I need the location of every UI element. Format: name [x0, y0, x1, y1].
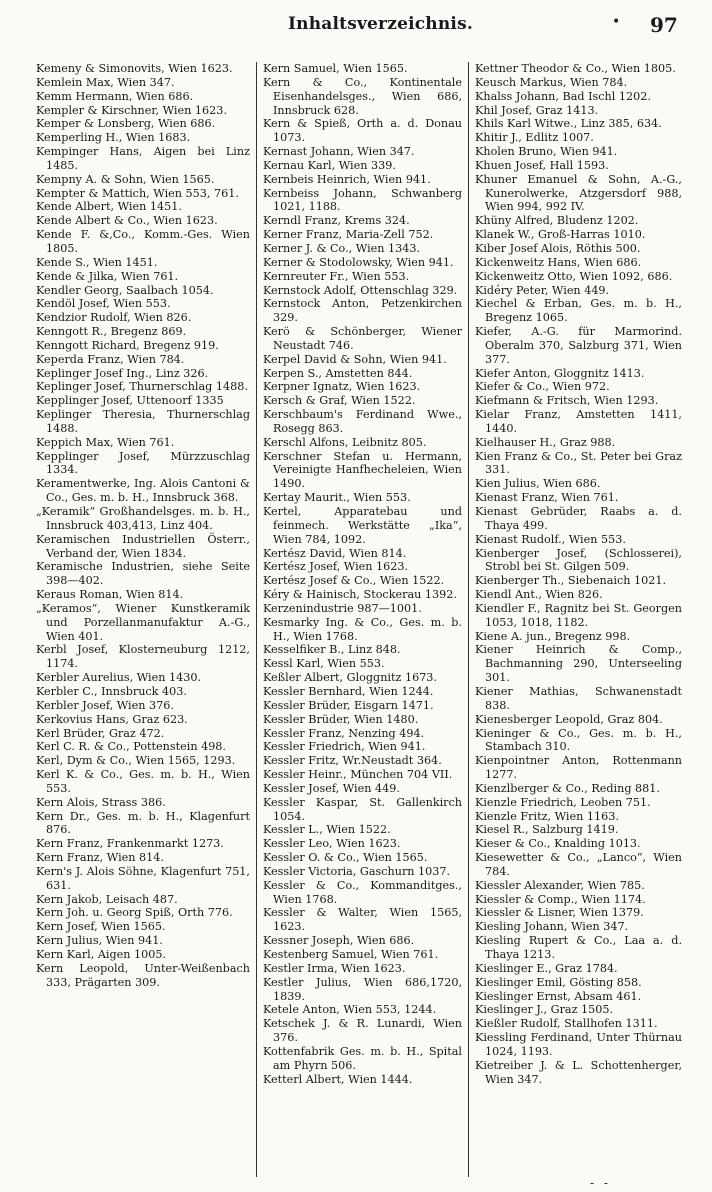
index-entry: Kempter & Mattich, Wien 553, 761.: [36, 186, 239, 200]
index-entry: Keperda Franz, Wien 784.: [36, 352, 185, 366]
index-entry: Kerl K. & Co., Ges. m. b. H., Wien 553.: [36, 768, 250, 795]
index-entry: Kienast Franz, Wien 761.: [475, 491, 619, 505]
index-entry: Kern Joh. u. Georg Spiß, Orth 776.: [36, 906, 233, 920]
index-entry: Kepplinger Josef, Mürzzuschlag 1334.: [36, 449, 250, 477]
index-entry: Kendöl Josef, Wien 553.: [36, 297, 171, 311]
index-entry: Kemper & Lonsberg, Wien 686.: [36, 117, 216, 131]
index-entry: Kienzlberger & Co., Reding 881.: [475, 781, 660, 795]
index-entry: Kemm Hermann, Wien 686.: [36, 89, 194, 103]
index-entry: Kepplinger Josef, Uttenoorf 1335: [36, 394, 224, 408]
index-entry: Kerner & Stodolowsky, Wien 941.: [263, 255, 454, 269]
index-columns: [36, 62, 682, 1177]
index-entry: Kerpel David & Sohn, Wien 941.: [263, 352, 447, 366]
index-column-2: [256, 62, 468, 1177]
index-entry: Keramischen Industriellen Österr., Verband der, Wien 1834.: [36, 532, 250, 560]
index-entry: Kemperling H., Wien 1683.: [36, 131, 191, 145]
index-entry: Kietreiber J. & L. Schottenherger, Wien 347.: [475, 1058, 682, 1086]
index-entry: Kielar Franz, Amstetten 1411, 1440.: [475, 408, 682, 435]
index-entry: „Keramos“, Wiener Kunstkeramik und Porzellanmanufaktur A.-G., Wien 401.: [36, 601, 250, 643]
index-entry: Keramentwerke, Ing. Alois Cantoni & Co., Ges. m. b. H., Innsbruck 368.: [36, 477, 250, 505]
index-entry: Kielhauser H., Graz 988.: [475, 435, 616, 449]
index-entry: Khüny Alfred, Bludenz 1202.: [475, 214, 639, 228]
index-entry: Kern Franz, Frankenmarkt 1273.: [36, 837, 224, 851]
index-entry: Kienzle Friedrich, Leoben 751.: [475, 795, 651, 809]
index-entry: Khils Karl Witwe., Linz 385, 634.: [475, 117, 662, 131]
index-entry: Kerbler C., Innsbruck 403.: [36, 684, 187, 698]
index-entry: Kenngott Richard, Bregenz 919.: [36, 338, 219, 352]
index-entry: Kerner J. & Co., Wien 1343.: [263, 241, 421, 255]
index-entry: Kern Alois, Strass 386.: [36, 795, 166, 809]
index-entry: Keßler Albert, Gloggnitz 1673.: [263, 671, 437, 685]
index-entry: Kickenweitz Hans, Wien 686.: [475, 255, 642, 269]
index-entry: Kiesling Johann, Wien 347.: [475, 920, 629, 934]
index-entry: Kessler Heinr., München 704 VII.: [263, 768, 453, 782]
index-column-1: [36, 62, 256, 1177]
index-entry: Ketterl Albert, Wien 1444.: [263, 1072, 413, 1086]
index-entry: Kende Albert & Co., Wien 1623.: [36, 214, 218, 228]
index-entry: Kettner Theodor & Co., Wien 1805.: [475, 62, 676, 75]
page-title: Inhaltsverzeichnis.: [288, 14, 473, 34]
index-entry: Kiefer & Co., Wien 972.: [475, 380, 610, 394]
index-entry: Kernreuter Fr., Wien 553.: [263, 269, 410, 283]
index-entry: Kerbler Josef, Wien 376.: [36, 698, 174, 712]
index-entry: Kerschner Stefan u. Hermann, Vereinigte Hanfhecheleien, Wien 1490.: [263, 449, 462, 491]
index-entry: Kestenberg Samuel, Wien 761.: [263, 948, 439, 961]
index-entry: Keramische Industrien, siehe Seite 398—402.: [36, 560, 250, 588]
index-entry: Kessler Friedrich, Wien 941.: [263, 740, 426, 754]
index-entry: Keplinger Josef, Thurnerschlag 1488.: [36, 380, 248, 394]
index-entry: Kessler Josef, Wien 449.: [263, 781, 400, 795]
index-entry: Kiessling Ferdinand, Unter Thürnau 1024, 1193.: [475, 1031, 682, 1058]
index-entry: Kienast Rudolf., Wien 553.: [475, 532, 626, 546]
index-entry: Kholen Bruno, Wien 941.: [475, 145, 618, 159]
index-entry: Kieslinger J., Graz 1505.: [475, 1003, 614, 1017]
index-entry: Kestler Irma, Wien 1623.: [263, 961, 406, 975]
index-entry: Kessler Leo, Wien 1623.: [263, 837, 401, 851]
index-entry: Kende & Jilka, Wien 761.: [36, 269, 179, 283]
index-entry: Kern Leopold, Unter-Weißenbach 333, Prägarten 309.: [36, 961, 250, 989]
index-entry: Kessler Bernhard, Wien 1244.: [263, 684, 434, 698]
index-entry: Kerkovius Hans, Graz 623.: [36, 712, 188, 726]
index-entry: Kende S., Wien 1451.: [36, 255, 158, 269]
index-entry: Kieslinger Emil, Gösting 858.: [475, 975, 642, 989]
index-entry: Kersch & Graf, Wien 1522.: [263, 394, 416, 408]
index-entry: Kieninger & Co., Ges. m. b. H., Stambach 310.: [475, 726, 682, 754]
index-entry: Kiefmann & Fritsch, Wien 1293.: [475, 394, 659, 408]
index-entry: Kertel, Apparatebau und feinmech. Werkstätte „Ika“, Wien 784, 1092.: [263, 505, 462, 546]
index-entry: Kerpen S., Amstetten 844.: [263, 366, 413, 380]
index-entry: Kerl Brüder, Graz 472.: [36, 726, 165, 740]
index-entry: Kieslinger Ernst, Absam 461.: [475, 989, 642, 1003]
footer-mark: - -: [590, 1176, 611, 1190]
index-entry: Kidéry Peter, Wien 449.: [475, 283, 610, 297]
index-entry: Kertész Josef & Co., Wien 1522.: [263, 574, 445, 588]
index-entry: Kern Franz, Wien 814.: [36, 851, 164, 865]
index-entry: Keppich Max, Wien 761.: [36, 435, 175, 449]
index-entry: Kestler Julius, Wien 686,1720, 1839.: [263, 975, 462, 1003]
index-entry: Kemlein Max, Wien 347.: [36, 75, 175, 89]
index-entry: Kiener Heinrich & Comp., Bachmanning 290, Unterseeling 301.: [475, 643, 682, 685]
index-entry: Kernau Karl, Wien 339.: [263, 158, 396, 172]
index-entry: Kienzle Fritz, Wien 1163.: [475, 809, 619, 823]
index-entry: Kessler & Co., Kommanditges., Wien 1768.: [263, 878, 462, 906]
index-entry: Kessler O. & Co., Wien 1565.: [263, 851, 428, 865]
index-entry: Kerö & Schönberger, Wiener Neustadt 746.: [263, 325, 462, 352]
index-entry: Kien Julius, Wien 686.: [475, 477, 601, 491]
index-entry: Ketele Anton, Wien 553, 1244.: [263, 1003, 437, 1017]
index-entry: Kiener Mathias, Schwanenstadt 838.: [475, 684, 682, 712]
index-entry: Kerzenindustrie 987—1001.: [263, 601, 422, 615]
index-entry: Kernbeis Heinrich, Wien 941.: [263, 172, 431, 186]
index-entry: Kiendler F., Ragnitz bei St. Georgen 1053, 1018, 1182.: [475, 601, 682, 629]
index-entry: Kerndl Franz, Krems 324.: [263, 214, 410, 228]
index-entry: Kiechel & Erban, Ges. m. b. H., Bregenz 1065.: [475, 297, 682, 325]
index-entry: Kickenweitz Otto, Wien 1092, 686.: [475, 269, 673, 283]
index-entry: Kessner Joseph, Wien 686.: [263, 934, 415, 948]
index-entry: Kern & Co., Kontinentale Eisenhandelsges., Wien 686, Innsbruck 628.: [263, 75, 462, 117]
index-entry: Kendzior Rudolf, Wien 826.: [36, 311, 192, 325]
index-entry: Kienberger Josef, (Schlosserei), Strobl bei St. Gilgen 509.: [475, 546, 682, 574]
index-entry: Kiesel R., Salzburg 1419.: [475, 823, 619, 837]
index-entry: Khitir J., Edlitz 1007.: [475, 131, 594, 145]
index-entry: Kesselfiker B., Linz 848.: [263, 643, 401, 657]
index-entry: Kerschbaum's Ferdinand Wwe., Rosegg 863.: [263, 408, 462, 435]
index-entry: Kern's J. Alois Söhne, Klagenfurt 751, 631.: [36, 864, 250, 892]
index-entry: Khuen Josef, Hall 1593.: [475, 158, 609, 172]
index-entry: Kiesling Rupert & Co., Laa a. d. Thaya 1213.: [475, 934, 682, 961]
index-entry: Kessler Fritz, Wr.Neustadt 364.: [263, 754, 442, 768]
index-entry: Kienberger Th., Siebenaich 1021.: [475, 574, 667, 588]
index-entry: Khuner Emanuel & Sohn, A.-G., Kunerolwerke, Atzgersdorf 988, Wien 994, 992 IV.: [475, 172, 682, 214]
index-entry: Kiesewetter & Co., „Lanco“, Wien 784.: [475, 851, 682, 878]
index-entry: Kessler Brüder, Eisgarn 1471.: [263, 698, 434, 712]
index-entry: Kesmarky Ing. & Co., Ges. m. b. H., Wien 1768.: [263, 615, 462, 643]
page-header: [0, 14, 712, 40]
index-entry: Kiene A. jun., Bregenz 998.: [475, 629, 631, 643]
index-entry: Kertész David, Wien 814.: [263, 546, 407, 560]
index-entry: Kende F. &,Co., Komm.-Ges. Wien 1805.: [36, 228, 250, 255]
index-entry: Kertész Josef, Wien 1623.: [263, 560, 409, 574]
index-entry: Kern Samuel, Wien 1565.: [263, 62, 408, 75]
index-entry: Kessl Karl, Wien 553.: [263, 657, 385, 671]
index-entry: Kerbler Aurelius, Wien 1430.: [36, 671, 202, 685]
index-column-3: [468, 62, 682, 1177]
index-entry: Kéry & Hainisch, Stockerau 1392.: [263, 588, 457, 602]
index-entry: Kessler Kaspar, St. Gallenkirch 1054.: [263, 795, 462, 823]
index-entry: Kießler Rudolf, Stallhofen 1311.: [475, 1017, 658, 1031]
index-entry: Kerl C. R. & Co., Pottenstein 498.: [36, 740, 226, 754]
index-entry: Kerpner Ignatz, Wien 1623.: [263, 380, 421, 394]
index-entry: Kern Josef, Wien 1565.: [36, 920, 166, 934]
index-entry: Kern & Spieß, Orth a. d. Donau 1073.: [263, 117, 462, 145]
index-entry: Kessler Franz, Nenzing 494.: [263, 726, 425, 740]
index-entry: Kieslinger E., Graz 1784.: [475, 961, 618, 975]
index-entry: Ketschek J. & R. Lunardi, Wien 376.: [263, 1017, 462, 1045]
index-entry: Kessler L., Wien 1522.: [263, 823, 391, 837]
index-entry: Keusch Markus, Wien 784.: [475, 75, 628, 89]
index-entry: Khalss Johann, Bad Ischl 1202.: [475, 89, 651, 103]
index-entry: Kempny A. & Sohn, Wien 1565.: [36, 172, 215, 186]
index-entry: Kendler Georg, Saalbach 1054.: [36, 283, 214, 297]
index-entry: Kerner Franz, Maria-Zell 752.: [263, 228, 434, 242]
index-entry: Kessler Brüder, Wien 1480.: [263, 712, 419, 726]
index-entry: Kernast Johann, Wien 347.: [263, 145, 415, 159]
index-entry: Kerschl Alfons, Leibnitz 805.: [263, 435, 427, 449]
index-entry: Khil Josef, Graz 1413.: [475, 103, 599, 117]
index-entry: Kessler Victoria, Gaschurn 1037.: [263, 864, 451, 878]
index-entry: Kiessler & Lisner, Wien 1379.: [475, 906, 644, 920]
index-entry: Kerbl Josef, Klosterneuburg 1212, 1174.: [36, 643, 250, 671]
index-entry: Kernbeiss Johann, Schwanberg 1021, 1188.: [263, 186, 462, 214]
index-entry: Kottenfabrik Ges. m. b. H., Spital am Phyrn 506.: [263, 1044, 462, 1072]
index-entry: Kiefer Anton, Gloggnitz 1413.: [475, 366, 645, 380]
index-entry: Kiendl Ant., Wien 826.: [475, 588, 603, 602]
index-entry: Kerl, Dym & Co., Wien 1565, 1293.: [36, 754, 236, 768]
index-entry: Kern Karl, Aigen 1005.: [36, 948, 167, 961]
index-entry: Keplinger Theresia, Thurnerschlag 1488.: [36, 408, 250, 435]
index-entry: Kende Albert, Wien 1451.: [36, 200, 182, 214]
index-entry: Klanek W., Groß-Harras 1010.: [475, 228, 646, 242]
index-entry: Kempler & Kirschner, Wien 1623.: [36, 103, 227, 117]
index-entry: Kienesberger Leopold, Graz 804.: [475, 712, 663, 726]
index-entry: Kienast Gebrüder, Raabs a. d. Thaya 499.: [475, 505, 682, 532]
index-entry: Kessler & Walter, Wien 1565, 1623.: [263, 906, 462, 934]
index-entry: Kieser & Co., Knalding 1013.: [475, 837, 641, 851]
header-mark: •: [612, 14, 621, 30]
index-entry: Keraus Roman, Wien 814.: [36, 588, 184, 602]
index-entry: Kernstock Adolf, Ottenschlag 329.: [263, 283, 458, 297]
page-number: 97: [650, 13, 678, 37]
index-entry: Kern Julius, Wien 941.: [36, 934, 163, 948]
index-entry: Kemeny & Simonovits, Wien 1623.: [36, 62, 233, 75]
index-entry: Kern Dr., Ges. m. b. H., Klagenfurt 876.: [36, 809, 250, 837]
index-entry: Kempinger Hans, Aigen bei Linz 1485.: [36, 145, 250, 172]
index-entry: Kenngott R., Bregenz 869.: [36, 325, 187, 339]
index-entry: Kienpointner Anton, Rottenmann 1277.: [475, 754, 682, 782]
index-entry: Kiessler & Comp., Wien 1174.: [475, 892, 646, 906]
index-entry: Kernstock Anton, Petzenkirchen 329.: [263, 297, 462, 325]
index-entry: Kiessler Alexander, Wien 785.: [475, 878, 645, 892]
index-entry: Kern Jakob, Leisach 487.: [36, 892, 178, 906]
index-entry: Kertay Maurit., Wien 553.: [263, 491, 411, 505]
index-entry: Kien Franz & Co., St. Peter bei Graz 331.: [475, 449, 682, 477]
index-entry: „Keramik“ Großhandelsges. m. b. H., Innsbruck 403,413, Linz 404.: [36, 505, 250, 532]
index-entry: Kiber Josef Alois, Röthis 500.: [475, 241, 641, 255]
index-entry: Kiefer, A.-G. für Marmorind. Oberalm 370, Salzburg 371, Wien 377.: [475, 325, 682, 366]
index-entry: Keplinger Josef Ing., Linz 326.: [36, 366, 209, 380]
